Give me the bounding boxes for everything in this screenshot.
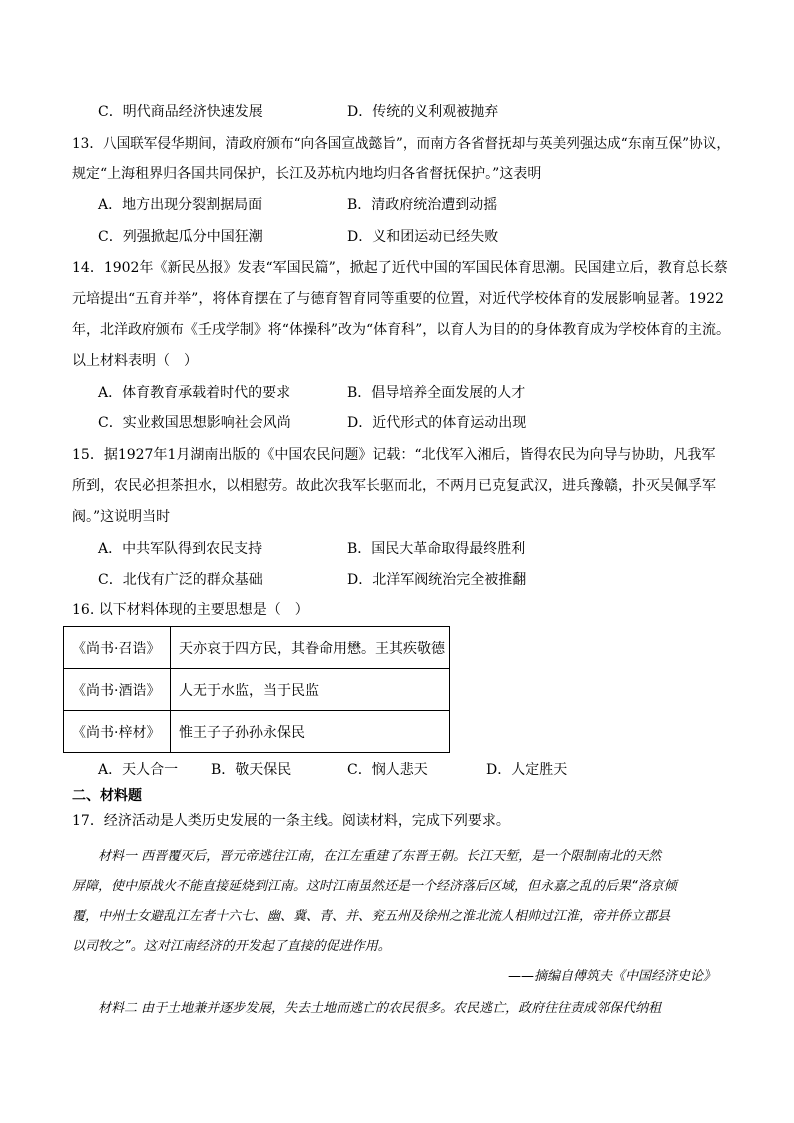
q17-material1-line4: 以司牧之”。这对江南经济的开发起了直接的促进作用。 bbox=[72, 939, 391, 954]
q17-material1-line1: 材料一 西晋覆灭后，晋元帝逃往江南，在江左重建了东晋王朝。长江天堑，是一个限制南北的天然 bbox=[98, 849, 662, 864]
q14-stem-line2: 元培提出“五育并举”，将体育摆在了与德育智育同等重要的位置，对近代学校体育的发展影响显著。1922 bbox=[72, 291, 724, 307]
table-cell-source: 《尚书·召诰》 bbox=[64, 627, 171, 669]
q14-stem-line3: 年，北洋政府颁布《壬戌学制》将“体操科”改为“体育科”，以育人为目的的身体教育成为学校体育的主流。 bbox=[72, 322, 730, 338]
q14-option-a: A．体育教育承载着时代的要求 bbox=[98, 385, 291, 401]
q14-option-c: C．实业救国思想影响社会风尚 bbox=[98, 415, 291, 431]
q16-option-b: B．敬天保民 bbox=[211, 762, 292, 778]
q15-option-a: A．中共军队得到农民支持 bbox=[98, 541, 263, 557]
q13-stem-line2: 规定“上海租界归各国共同保护，长江及苏杭内地均归各省督抚保护。”这表明 bbox=[72, 166, 542, 182]
q16-option-d: D．人定胜天 bbox=[486, 762, 568, 778]
table-row bbox=[64, 627, 450, 669]
q13-option-d: D．义和团运动已经失败 bbox=[347, 229, 499, 245]
q14-option-d: D．近代形式的体育运动出现 bbox=[347, 415, 527, 431]
q13-option-b: B．清政府统治遭到动摇 bbox=[347, 197, 498, 213]
q16-option-a: A．天人合一 bbox=[98, 762, 179, 778]
table-cell-quote: 人无于水监，当于民监 bbox=[171, 669, 450, 711]
q17-stem: 17．经济活动是人类历史发展的一条主线。阅读材料，完成下列要求。 bbox=[72, 813, 510, 829]
q15-option-d: D．北洋军阀统治完全被推翻 bbox=[347, 572, 527, 588]
q12-option-c: C．明代商品经济快速发展 bbox=[98, 104, 263, 120]
q14-option-b: B．倡导培养全面发展的人才 bbox=[347, 385, 526, 401]
q13-option-a: A．地方出现分裂割据局面 bbox=[98, 197, 263, 213]
q13-option-c: C．列强掀起瓜分中国狂潮 bbox=[98, 229, 263, 245]
q14-stem-line4: 以上材料表明（ ） bbox=[72, 353, 198, 369]
q15-option-c: C．北伐有广泛的群众基础 bbox=[98, 572, 263, 588]
q16-stem: 16. 以下材料体现的主要思想是（ ） bbox=[72, 602, 309, 618]
q15-stem-line3: 阀。”这说明当时 bbox=[72, 509, 171, 525]
table-cell-source: 《尚书·梓材》 bbox=[64, 711, 171, 753]
q13-stem-line1: 13．八国联军侵华期间，清政府颁布“向各国宣战懿旨”，而南方各省督抚却与英美列强达成“东南互保”协议， bbox=[72, 136, 730, 152]
table-cell-source: 《尚书·酒诰》 bbox=[64, 669, 171, 711]
q17-material2-line1: 材料二 由于土地兼并逐步发展，失去土地而逃亡的农民很多。农民逃亡，政府往往责成邻保代纳租 bbox=[98, 1001, 662, 1016]
table-cell-quote: 惟王子子孙孙永保民 bbox=[171, 711, 450, 753]
q17-material1-line2: 屏障，使中原战火不能直接延烧到江南。这时江南虽然还是一个经济落后区域，但永嘉之乱的后果“洛京倾 bbox=[72, 879, 677, 894]
q16-option-c: C．悯人悲天 bbox=[347, 762, 428, 778]
q17-material1-line3: 覆，中州士女避乱江左者十六七、幽、冀、青、并、兖五州及徐州之淮北流人相帅过江淮，帝并侨立郡县 bbox=[72, 909, 671, 924]
table-cell-quote: 天亦哀于四方民，其眷命用懋。王其疾敬德 bbox=[171, 627, 450, 669]
q15-stem-line1: 15．据1927年1月湖南出版的《中国农民问题》记载：“北伐军入湘后，皆得农民为向导与协助，凡我军 bbox=[72, 447, 716, 463]
q16-source-table bbox=[63, 626, 450, 753]
q14-stem-line1: 14．1902年《新民丛报》发表“军国民篇”，掀起了近代中国的军国民体育思潮。民国建立后，教育总长蔡 bbox=[72, 260, 728, 276]
section-heading: 二、材料题 bbox=[72, 788, 142, 804]
table-row bbox=[64, 711, 450, 753]
q15-option-b: B．国民大革命取得最终胜利 bbox=[347, 541, 526, 557]
q15-stem-line2: 所到，农民必担茶担水，以相慰劳。故此次我军长驱而北，不两月已克复武汉，进兵豫赣，扑灭吴佩孚军 bbox=[72, 478, 716, 494]
table-row bbox=[64, 669, 450, 711]
q12-option-d: D．传统的义利观被抛弃 bbox=[347, 104, 499, 120]
q17-source1: ——摘编自傅筑夫《中国经济史论》 bbox=[507, 969, 716, 984]
